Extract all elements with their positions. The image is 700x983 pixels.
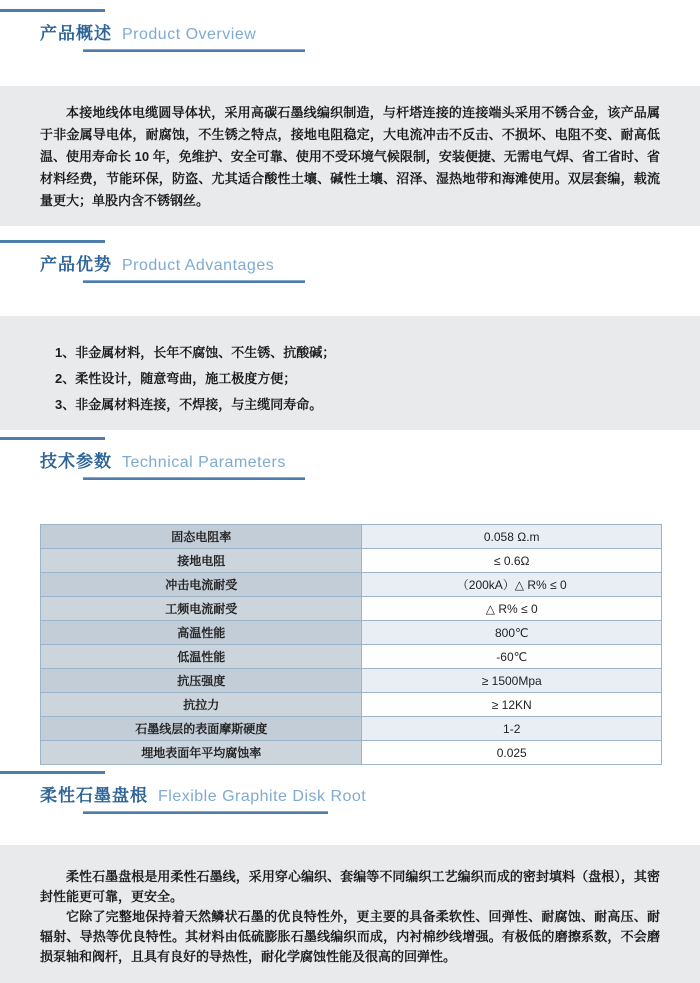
section-title-en: Flexible Graphite Disk Root [158, 788, 367, 805]
accent-top-line [0, 437, 105, 440]
title-underline [83, 811, 328, 814]
advantage-item: 3、非金属材料连接，不焊接，与主缆同寿命。 [55, 397, 323, 412]
section-title-zh: 产品优势 [40, 255, 112, 274]
param-name-cell: 石墨线层的表面摩斯硬度 [41, 717, 362, 741]
overview-paragraph: 本接地线体电缆圆导体状，采用高碳石墨线编织制造，与杆塔连接的连接端头采用不锈合金，该产品属于非金属导电体，耐腐蚀，不生锈之特点，接地电阻稳定，大电流冲击不反击、不损坏、电阻不变、耐高低温、使用寿命长 10 年，免维护、安全可靠、使用不受环境气候限制，安装便捷、无需电气焊、省工省时、省材料经费，节能环保，防盗、尤其适合酸性土壤、碱性土壤、沼泽、湿热地带和海滩使用。双层套编，载流量更大；单股内含不锈钢丝。 [40, 105, 660, 208]
accent-top-line [0, 771, 105, 774]
section-title-en: Product Advantages [122, 257, 275, 274]
param-value-cell: 800℃ [362, 621, 662, 645]
advantage-item: 1、非金属材料，长年不腐蚀、不生锈、抗酸碱； [55, 345, 336, 360]
title-underline [83, 477, 305, 480]
section-overview-header [0, 9, 700, 52]
param-value-cell: ≤ 0.6Ω [362, 549, 662, 573]
table-row [41, 645, 662, 669]
param-value-cell: ≥ 12KN [362, 693, 662, 717]
advantages-content-box [0, 316, 700, 430]
param-name-cell: 冲击电流耐受 [41, 573, 362, 597]
table-row [41, 717, 662, 741]
param-name-cell: 低温性能 [41, 645, 362, 669]
title-underline [83, 49, 305, 52]
title-underline [83, 280, 305, 283]
overview-content-box [0, 86, 700, 226]
accent-top-line [0, 240, 105, 243]
disk-root-paragraph: 柔性石墨盘根是用柔性石墨线，采用穿心编织、套编等不同编织工艺编织而成的密封填料（盘根），其密封性能更可靠，更安全。 [40, 869, 660, 904]
section-advantages-header [0, 240, 700, 283]
section-parameters-header [0, 437, 700, 480]
param-value-cell: （200kA）△ R% ≤ 0 [362, 573, 662, 597]
table-row [41, 525, 662, 549]
section-title-zh: 柔性石墨盘根 [40, 786, 148, 805]
param-value-cell: 1-2 [362, 717, 662, 741]
section-disk-root-header [0, 771, 700, 814]
param-name-cell: 抗拉力 [41, 693, 362, 717]
param-value-cell: △ R% ≤ 0 [362, 597, 662, 621]
param-value-cell: -60℃ [362, 645, 662, 669]
parameters-table-wrap [40, 524, 662, 765]
section-title [40, 19, 700, 44]
param-value-cell: 0.058 Ω.m [362, 525, 662, 549]
section-title [40, 447, 700, 472]
section-title [40, 781, 700, 806]
table-row [41, 669, 662, 693]
table-row [41, 573, 662, 597]
param-value-cell: 0.025 [362, 741, 662, 765]
table-row [41, 597, 662, 621]
param-name-cell: 固态电阻率 [41, 525, 362, 549]
param-name-cell: 埋地表面年平均腐蚀率 [41, 741, 362, 765]
parameters-table [40, 524, 662, 765]
section-title [40, 250, 700, 275]
table-row [41, 549, 662, 573]
table-row [41, 693, 662, 717]
section-title-zh: 技术参数 [40, 452, 112, 471]
table-row [41, 621, 662, 645]
section-title-zh: 产品概述 [40, 24, 112, 43]
disk-root-content-box [0, 845, 700, 983]
param-name-cell: 抗压强度 [41, 669, 362, 693]
section-title-en: Technical Parameters [122, 454, 286, 471]
param-name-cell: 接地电阻 [41, 549, 362, 573]
param-value-cell: ≥ 1500Mpa [362, 669, 662, 693]
disk-root-paragraph: 它除了完整地保持着天然鳞状石墨的优良特性外，更主要的具备柔软性、回弹性、耐腐蚀、耐高压、耐辐射、导热等优良特性。其材料由低硫膨胀石墨线编织而成，内衬棉纱线增强。有极低的磨擦系数，不会磨损泵轴和阀杆，且具有良好的导热性，耐化学腐蚀性能及很高的回弹性。 [40, 909, 660, 964]
param-name-cell: 高温性能 [41, 621, 362, 645]
param-name-cell: 工频电流耐受 [41, 597, 362, 621]
table-row [41, 741, 662, 765]
section-title-en: Product Overview [122, 26, 257, 43]
accent-top-line [0, 9, 105, 12]
advantage-item: 2、柔性设计，随意弯曲，施工极度方便； [55, 371, 297, 386]
